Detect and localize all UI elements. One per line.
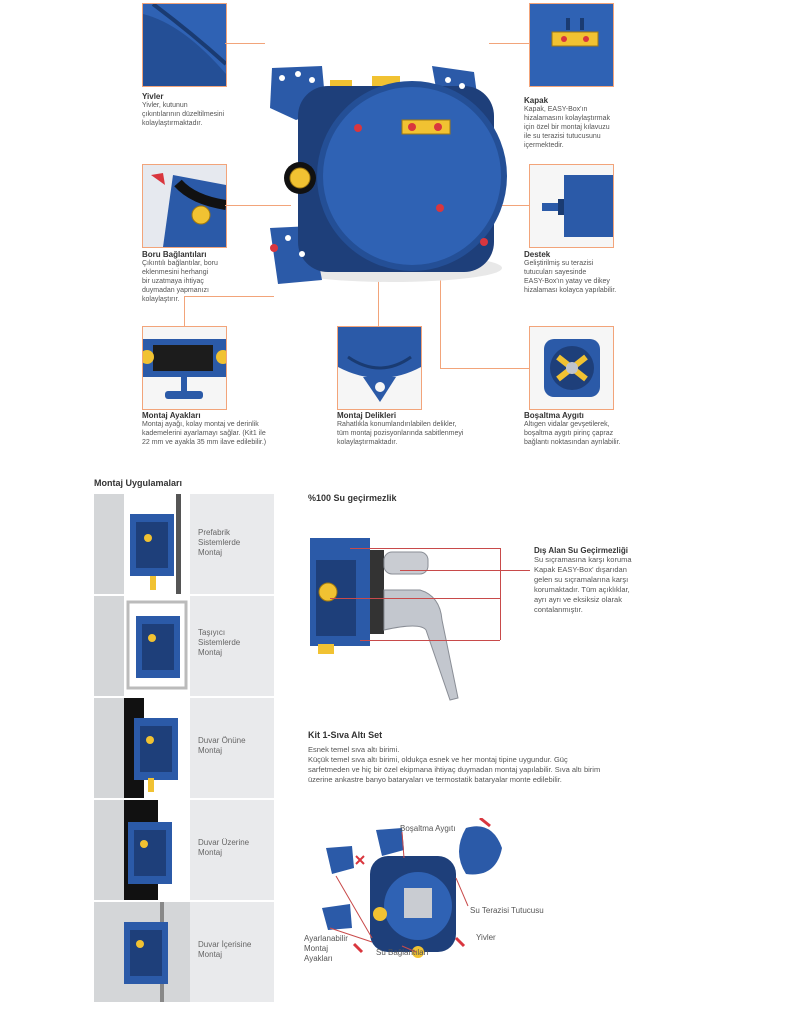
montaj-image bbox=[124, 698, 190, 798]
label-water-connections: Su Bağlantıları bbox=[376, 948, 429, 957]
cover-closeup-image bbox=[530, 4, 613, 86]
label-line: Montaj bbox=[304, 944, 329, 953]
feature-line: kolaylaştırmaktadır. bbox=[337, 439, 398, 446]
feature-line: duymadan yapmanızı bbox=[142, 287, 209, 294]
label-line: Ayarlanabilir bbox=[304, 934, 348, 943]
label-line: Montaj bbox=[198, 648, 223, 657]
body-line: contalanmıştır. bbox=[534, 605, 583, 614]
thumb-destek bbox=[529, 164, 614, 248]
annotation-line bbox=[350, 548, 500, 549]
montaj-grid bbox=[94, 494, 274, 1002]
label-level-holder: Su Terazisi Tutucusu bbox=[470, 906, 544, 915]
label-line: Montaj bbox=[198, 746, 223, 755]
annotation-line bbox=[330, 598, 500, 599]
connector-line bbox=[440, 368, 529, 369]
feature-line: kademelerini ayarlamayı sağlar. (Kit1 ile bbox=[142, 430, 266, 437]
feature-line: EASY-Box'ın yatay ve dikey bbox=[524, 278, 610, 285]
label-line: Montaj bbox=[198, 548, 223, 557]
montaj-row bbox=[94, 800, 274, 900]
montaj-image bbox=[124, 800, 190, 900]
feature-line: Rahatlıkla konumlandırılabilen delikler, bbox=[337, 421, 457, 428]
montaj-label bbox=[190, 494, 274, 558]
montaj-row bbox=[94, 902, 274, 1002]
feature-body bbox=[524, 105, 654, 150]
carrier-install-image bbox=[124, 596, 190, 696]
body-line: Esnek temel sıva altı birimi. bbox=[308, 745, 400, 754]
concrete-wall bbox=[94, 800, 124, 900]
waterproof-subtitle: Dış Alan Su Geçirmezliği bbox=[534, 546, 628, 555]
drain-closeup-image bbox=[530, 327, 613, 409]
label-line: Montaj bbox=[198, 848, 223, 857]
support-closeup-image bbox=[530, 165, 613, 247]
label-cell bbox=[190, 494, 274, 594]
kit-section bbox=[308, 730, 708, 785]
body-line: Küçük temel sıva altı birimi, oldukça esnek ve her montaj tipine uygundur. Güç bbox=[308, 755, 568, 764]
body-line: sarfetmeden ve hiç bir özel ekipmana ihtiyaç duymadan montaj yapılabilir. Sıva altı birim bbox=[308, 765, 601, 774]
feature-line: bağlantı noktasından ayrılabilir. bbox=[524, 439, 621, 446]
feature-kapak bbox=[524, 96, 654, 150]
thumb-boru bbox=[142, 164, 227, 248]
body-line: ayrı ayrı ve eksiksiz olarak bbox=[534, 595, 622, 604]
waterproof-title: %100 Su geçirmezlik bbox=[308, 493, 397, 503]
thumb-montaj-delikleri bbox=[337, 326, 422, 410]
label-line: Duvar Üzerine bbox=[198, 838, 250, 847]
feature-line: hizalamasını kolaylaştırmak bbox=[524, 115, 610, 122]
kit-title: Kit 1-Sıva Altı Set bbox=[308, 730, 383, 740]
feature-line: Montaj ayağı, kolay montaj ve derinlik bbox=[142, 421, 259, 428]
feature-title: Yivler bbox=[142, 92, 164, 101]
annotation-line bbox=[500, 570, 530, 571]
feature-line: hizalaması kolayca yapılabilir. bbox=[524, 287, 617, 294]
feature-line: Geliştirilmiş su terazisi bbox=[524, 260, 594, 267]
feature-line: eklenmesini herhangi bbox=[142, 269, 209, 276]
body-line: gelen su sıçramalarına karşı bbox=[534, 575, 629, 584]
feature-montaj-ayaklari bbox=[142, 411, 322, 447]
feature-line: çıkıntılarının düzeltilmesini bbox=[142, 111, 225, 118]
feature-line: için özel bir montaj kılavuzu bbox=[524, 124, 610, 131]
montaj-row bbox=[94, 494, 274, 594]
waterproof-body bbox=[534, 555, 694, 615]
thumb-kapak bbox=[529, 3, 614, 87]
feature-title: Montaj Delikleri bbox=[337, 411, 397, 420]
connector-line bbox=[225, 43, 265, 44]
montaj-label bbox=[190, 596, 274, 658]
feature-line: tutucuları sayesinde bbox=[524, 269, 587, 276]
label-line: Montaj bbox=[198, 950, 223, 959]
feature-destek bbox=[524, 250, 664, 295]
label-line: Prefabrik bbox=[198, 528, 231, 537]
waterproof-text bbox=[534, 546, 694, 615]
annotation-line bbox=[360, 640, 500, 641]
feature-title: Boru Bağlantıları bbox=[142, 250, 207, 259]
feature-line: Yivler, kutunun bbox=[142, 102, 188, 109]
concrete-wall bbox=[94, 902, 124, 1002]
easy-box-illustration bbox=[262, 58, 524, 290]
feature-line: tüm montaj pozisyonlarında sabitlenmeyi bbox=[337, 430, 464, 437]
concrete-wall bbox=[94, 494, 124, 594]
feature-body bbox=[142, 259, 252, 304]
feature-line: Altıgen vidalar gevşetilerek, bbox=[524, 421, 610, 428]
feature-line: Kapak, EASY-Box'ın bbox=[524, 106, 588, 113]
on-wall-install-image bbox=[124, 800, 190, 900]
montaj-label bbox=[190, 800, 274, 858]
annotation-line bbox=[400, 570, 500, 571]
thumb-yivler bbox=[142, 3, 227, 87]
feature-body bbox=[337, 420, 517, 447]
label-line: Duvar Önüne bbox=[198, 736, 246, 745]
feature-line: bir uzatmaya ihtiyaç bbox=[142, 278, 204, 285]
thumb-bosaltma bbox=[529, 326, 614, 410]
label-line: Sistemlerde bbox=[198, 638, 241, 647]
feature-body bbox=[524, 259, 664, 295]
label-line: Ayakları bbox=[304, 954, 333, 963]
concrete-wall bbox=[94, 698, 124, 798]
feature-body bbox=[142, 101, 252, 128]
feature-yivler bbox=[142, 92, 252, 128]
feature-title: Kapak bbox=[524, 96, 549, 105]
montaj-section-title: Montaj Uygulamaları bbox=[94, 478, 183, 488]
montaj-label bbox=[190, 698, 274, 756]
body-line: Su sıçramasına karşı koruma bbox=[534, 555, 632, 564]
feature-title: Boşaltma Aygıtı bbox=[524, 411, 584, 420]
kit-body bbox=[308, 745, 708, 785]
label-threads: Yivler bbox=[476, 933, 496, 942]
feature-line: Çıkıntılı bağlantılar, boru bbox=[142, 260, 218, 267]
boru-closeup-image bbox=[143, 165, 226, 247]
label-cell bbox=[190, 596, 274, 696]
feature-title: Destek bbox=[524, 250, 551, 259]
montaj-row bbox=[94, 698, 274, 798]
thumb-montaj-ayaklari bbox=[142, 326, 227, 410]
yivler-closeup-image bbox=[143, 4, 226, 86]
label-line: Taşıyıcı bbox=[198, 628, 226, 637]
connector-line bbox=[489, 43, 529, 44]
feature-line: ile su terazisi tutucusunu bbox=[524, 133, 601, 140]
montaj-image bbox=[124, 596, 190, 696]
faucet-illustration bbox=[310, 530, 500, 710]
label-cell bbox=[190, 800, 274, 900]
feature-bosaltma bbox=[524, 411, 674, 447]
label-line: Duvar İçerisine bbox=[198, 940, 252, 949]
feature-body bbox=[524, 420, 674, 447]
label-adjustable-feet bbox=[304, 934, 348, 964]
montaj-label bbox=[190, 902, 274, 960]
in-wall-install-image bbox=[124, 902, 190, 1002]
montaj-row bbox=[94, 596, 274, 696]
label-line: Sistemlerde bbox=[198, 538, 241, 547]
body-line: Kapak EASY-Box' dışarıdan bbox=[534, 565, 627, 574]
montaj-image bbox=[124, 494, 190, 594]
feature-line: kolaylaştırır. bbox=[142, 296, 180, 303]
feature-title: Montaj Ayakları bbox=[142, 411, 201, 420]
feet-closeup-image bbox=[143, 327, 226, 409]
label-drain: Boşaltma Aygıtı bbox=[400, 824, 456, 833]
feature-montaj-delikleri bbox=[337, 411, 517, 447]
feature-boru bbox=[142, 250, 252, 304]
prefab-install-image bbox=[124, 494, 190, 594]
body-line: üzerine ankastre banyo bataryaları ve termostatik bataryalar monte edilebilir. bbox=[308, 775, 562, 784]
label-cell bbox=[190, 902, 274, 1002]
label-cell bbox=[190, 698, 274, 798]
feature-line: içermektedir. bbox=[524, 142, 564, 149]
feature-line: 22 mm ve ayakla 35 mm ilave edilebilir.) bbox=[142, 439, 267, 446]
front-wall-install-image bbox=[124, 698, 190, 798]
feature-body bbox=[142, 420, 322, 447]
concrete-wall bbox=[94, 596, 124, 696]
body-line: korumaktadır. Tüm açıklıklar, bbox=[534, 585, 630, 594]
annotation-line bbox=[500, 548, 501, 640]
feature-line: boşaltma aygıtı pirinç çapraz bbox=[524, 430, 614, 437]
holes-closeup-image bbox=[338, 327, 421, 409]
montaj-image bbox=[124, 902, 190, 1002]
feature-line: kolaylaştırmaktadır. bbox=[142, 120, 203, 127]
